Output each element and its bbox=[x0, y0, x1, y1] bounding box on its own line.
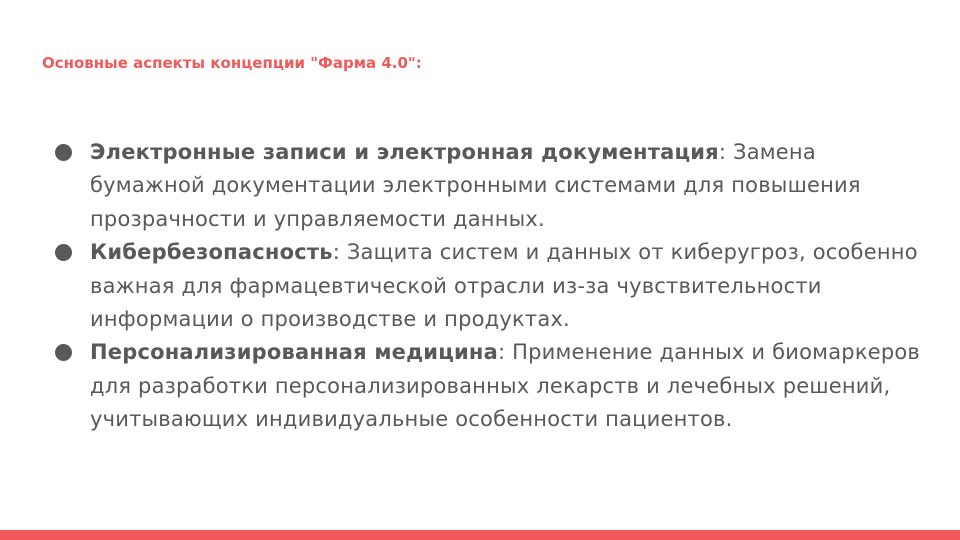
bullet-description: : Замена бумажной документации электронными системами для повышения прозрачности и управляемости данных. bbox=[90, 140, 861, 231]
bullet-term: Персонализированная медицина bbox=[90, 340, 498, 365]
bullet-description: : Защита систем и данных от киберугроз, особенно важная для фармацевтической отрасли из-за чувствительности информации о производстве и продуктах. bbox=[90, 240, 918, 332]
bullet-term: Кибербезопасность bbox=[90, 240, 333, 265]
bullet-dot-icon bbox=[55, 344, 72, 361]
bottom-accent-bar bbox=[0, 530, 960, 540]
bullet-item bbox=[54, 336, 924, 436]
bullet-dot-icon bbox=[55, 144, 72, 161]
bullet-description: : Применение данных и биомаркеров для разработки персонализированных лекарств и лечебных решений, учитывающих индивидуальные особенности пациентов. bbox=[90, 340, 920, 432]
slide-title: Основные аспекты концепции "Фарма 4.0": bbox=[42, 54, 422, 72]
bullet-dot-icon bbox=[55, 244, 72, 261]
bullet-list bbox=[54, 136, 924, 437]
bullet-term: Электронные записи и электронная документация bbox=[90, 140, 719, 164]
bullet-item bbox=[54, 236, 924, 336]
bullet-item bbox=[54, 136, 924, 236]
